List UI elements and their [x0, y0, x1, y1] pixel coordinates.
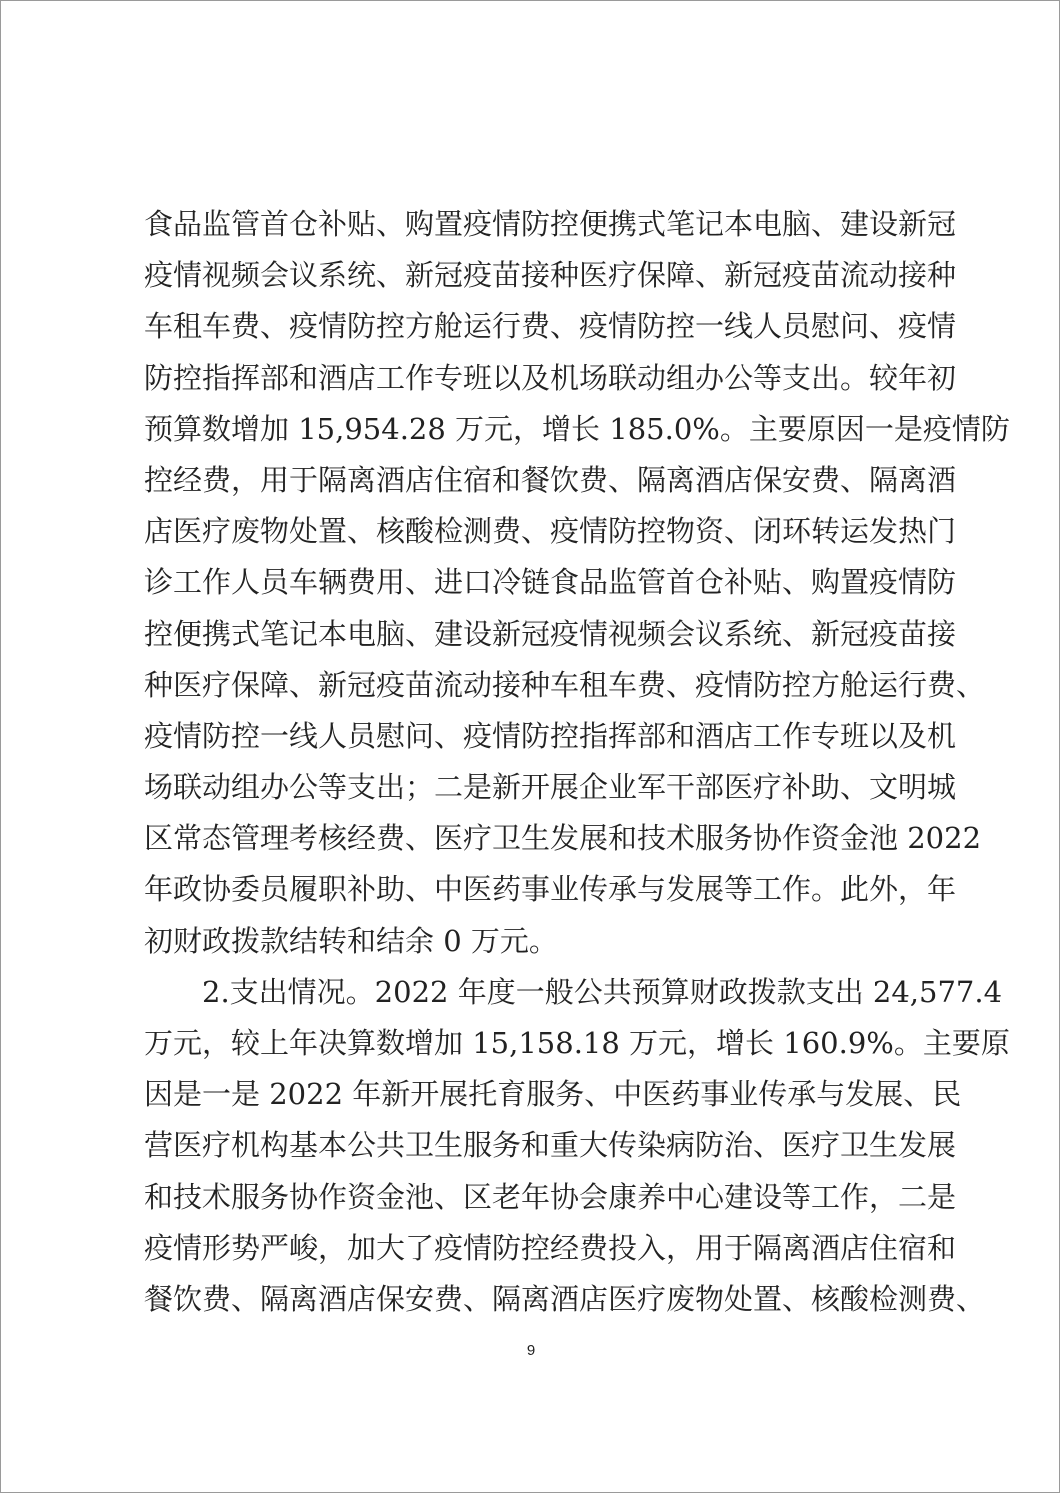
- text-line: 年政协委员履职补助、中医药事业传承与发展等工作。此外，年: [144, 872, 957, 907]
- text-line: 店医疗废物处置、核酸检测费、疫情防控物资、闭环转运发热门: [144, 514, 957, 549]
- text-line: 餐饮费、隔离酒店保安费、隔离酒店医疗废物处置、核酸检测费、: [144, 1281, 986, 1316]
- section-heading-line: 2.支出情况。2022 年度一般公共预算财政拨款支出 24,577.4: [202, 974, 1003, 1009]
- text-line: 疫情形势严峻，加大了疫情防控经费投入，用于隔离酒店住宿和: [144, 1230, 957, 1265]
- page-number: 9: [526, 1342, 536, 1359]
- text-line: 诊工作人员车辆费用、进口冷链食品监管首仓补贴、购置疫情防: [144, 565, 957, 600]
- text-line: 控便携式笔记本电脑、建设新冠疫情视频会议系统、新冠疫苗接: [144, 616, 957, 651]
- text-line: 疫情视频会议系统、新冠疫苗接种医疗保障、新冠疫苗流动接种: [144, 258, 957, 293]
- paragraph-expenditure-situation: [144, 967, 1010, 1325]
- text-line: 初财政拨款结转和结余 0 万元。: [144, 923, 558, 958]
- text-line: 万元，较上年决算数增加 15,158.18 万元，增长 160.9%。主要原: [144, 1026, 1010, 1060]
- text-line: 防控指挥部和酒店工作专班以及机场联动组办公等支出。较年初: [144, 360, 957, 395]
- paragraph-expenditure-budget: [144, 199, 1010, 967]
- text-line: 车租车费、疫情防控方舱运行费、疫情防控一线人员慰问、疫情: [144, 309, 957, 344]
- text-line: 场联动组办公等支出；二是新开展企业军干部医疗补助、文明城: [144, 770, 957, 805]
- text-line: 营医疗机构基本公共卫生服务和重大传染病防治、医疗卫生发展: [144, 1128, 957, 1163]
- body-text: [144, 199, 1010, 1325]
- text-line: 控经费，用于隔离酒店住宿和餐饮费、隔离酒店保安费、隔离酒: [144, 462, 957, 497]
- text-line: 预算数增加 15,954.28 万元，增长 185.0%。主要原因一是疫情防: [144, 411, 1010, 446]
- text-line: 因是一是 2022 年新开展托育服务、中医药事业传承与发展、民: [144, 1077, 962, 1112]
- text-line: 疫情防控一线人员慰问、疫情防控指挥部和酒店工作专班以及机: [144, 718, 957, 753]
- text-line: 种医疗保障、新冠疫苗流动接种车租车费、疫情防控方舱运行费、: [144, 667, 986, 702]
- text-line: 区常态管理考核经费、医疗卫生发展和技术服务协作资金池 2022: [144, 821, 982, 856]
- text-line: 食品监管首仓补贴、购置疫情防控便携式笔记本电脑、建设新冠: [144, 207, 957, 241]
- text-line: 和技术服务协作资金池、区老年协会康养中心建设等工作，二是: [144, 1179, 957, 1214]
